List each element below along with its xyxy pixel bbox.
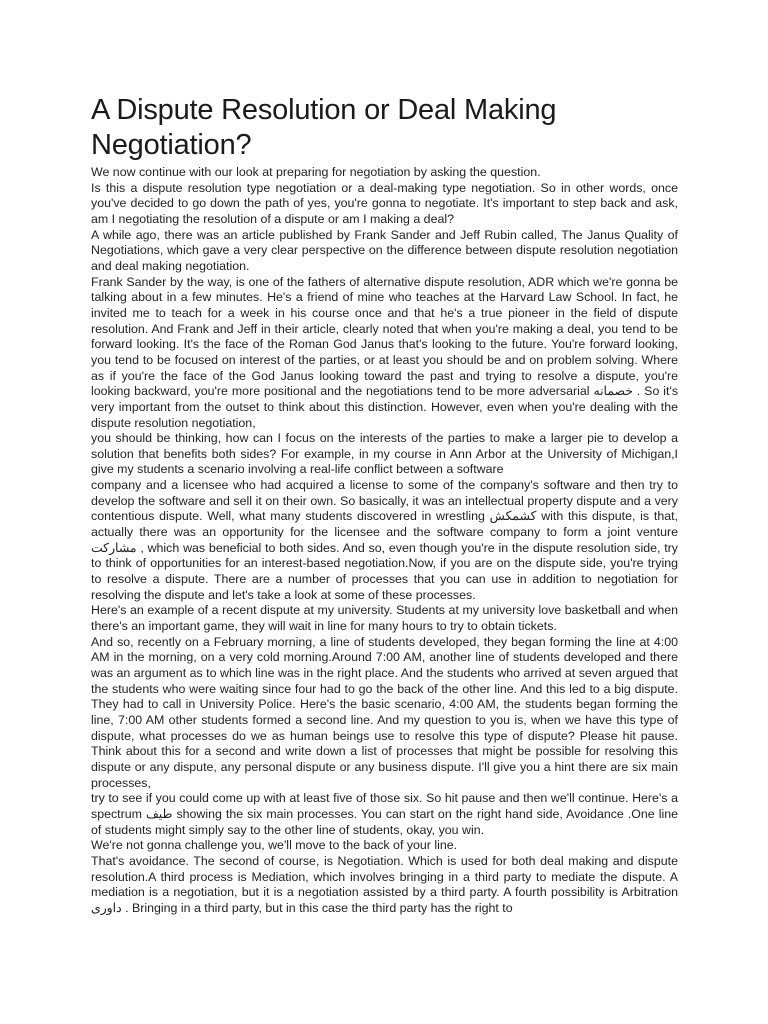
- document-title: A Dispute Resolution or Deal Making Negotiation?: [91, 94, 557, 161]
- paragraph: We're not gonna challenge you, we'll move to the back of your line.: [91, 838, 458, 853]
- paragraph: Here's an example of a recent dispute at my university. Students at my university love basketball and when there's an important game, they will wait in line for many hours to try to obtain tickets.: [91, 603, 678, 634]
- paragraph: That's avoidance. The second of course, is Negotiation. Which is used for both deal making and dispute resolution.A third process is Mediation, which involves bringing in a third party to mediate the dispute. A mediation is a negotiation, but it is a negotiation assisted by a third party. A fourth possibility is Arbitration داوری . Bringing in a third party, but in this case the third party has the right to: [91, 853, 678, 915]
- paragraph: try to see if you could come up with at least five of those six. So hit pause and then we'll continue. Here's a spectrum طیف showing the six main processes. You can start on the right hand side, Avoidance .One line of students might simply say to the other line of students, okay, you win.: [91, 791, 678, 837]
- paragraph: A while ago, there was an article published by Frank Sander and Jeff Rubin called, The Janus Quality of Negotiations, which gave a very clear perspective on the difference between dispute resolution negotiation and deal making negotiation.: [91, 227, 678, 273]
- paragraph: you should be thinking, how can I focus on the interests of the parties to make a larger pie to develop a solution that benefits both sides? For example, in my course in Ann Arbor at the University of Michigan,I give my students a scenario involving a real-life conflict between a software: [91, 431, 678, 477]
- document-body: [91, 165, 678, 917]
- paragraph: Frank Sander by the way, is one of the fathers of alternative dispute resolution, ADR which we're gonna be talking about in a few minutes. He's a friend of mine who teaches at the Harvard Law School. In fact, he invited me to teach for a week in his course once and that he's a true pioneer in the field of dispute resolution. And Frank and Jeff in their article, clearly noted that when you're making a deal, you tend to be forward looking. It's the face of the Roman God Janus that's looking to the future. You're forward looking, you tend to be focused on interest of the parties, or at least you should be and on problem solving. Where as if you're the face of the God Janus looking toward the past and trying to resolve a dispute, you're looking backward, you're more positional and the negotiations tend to be more adversarial خصمانه . So it's very important from the outset to think about this distinction. However, even when you're dealing with the dispute resolution negotiation,: [91, 274, 679, 430]
- paragraph: company and a licensee who had acquired a license to some of the company's software and then try to develop the software and sell it on their own. So basically, it was an intellectual property dispute and a very contentious dispute. Well, what many students discovered in wrestling کشمکش with this dispute, is that, actually there was an opportunity for the licensee and the software company to form a joint venture مشارکت , which was beneficial to both sides. And so, even though you're in the dispute resolution side, try to think of opportunities for an interest-based negotiation.Now, if you are on the dispute side, you're trying to resolve a dispute. There are a number of processes that you can use in addition to negotiation for resolving the dispute and let's take a look at some of these processes.: [91, 478, 678, 602]
- paragraph: And so, recently on a February morning, a line of students developed, they began forming the line at 4:00 AM in the morning, on a very cold morning.Around 7:00 AM, another line of students developed and there was an argument as to which line was in the right place. And the students who arrived at seven argued that the students who were waiting since four had to go the back of the other line. And this led to a big dispute. They had to call in University Police. Here's the basic scenario, 4:00 AM, the students began forming the line, 7:00 AM other students formed a second line. And my question to you is, when we have this type of dispute, what processes do we as human beings use to resolve this type of dispute? Please hit pause. Think about this for a second and write down a list of processes that might be possible for resolving this dispute or any dispute, any personal dispute or any business dispute. I'll give you a hint there are six main processes,: [91, 634, 678, 790]
- paragraph: We now continue with our look at preparing for negotiation by asking the question.: [91, 165, 541, 179]
- paragraph: Is this a dispute resolution type negotiation or a deal-making type negotiation. So in other words, once you've decided to go down the path of yes, you're gonna to negotiate. It's important to step back and ask, am I negotiating the resolution of a dispute or am I making a deal?: [91, 180, 678, 226]
